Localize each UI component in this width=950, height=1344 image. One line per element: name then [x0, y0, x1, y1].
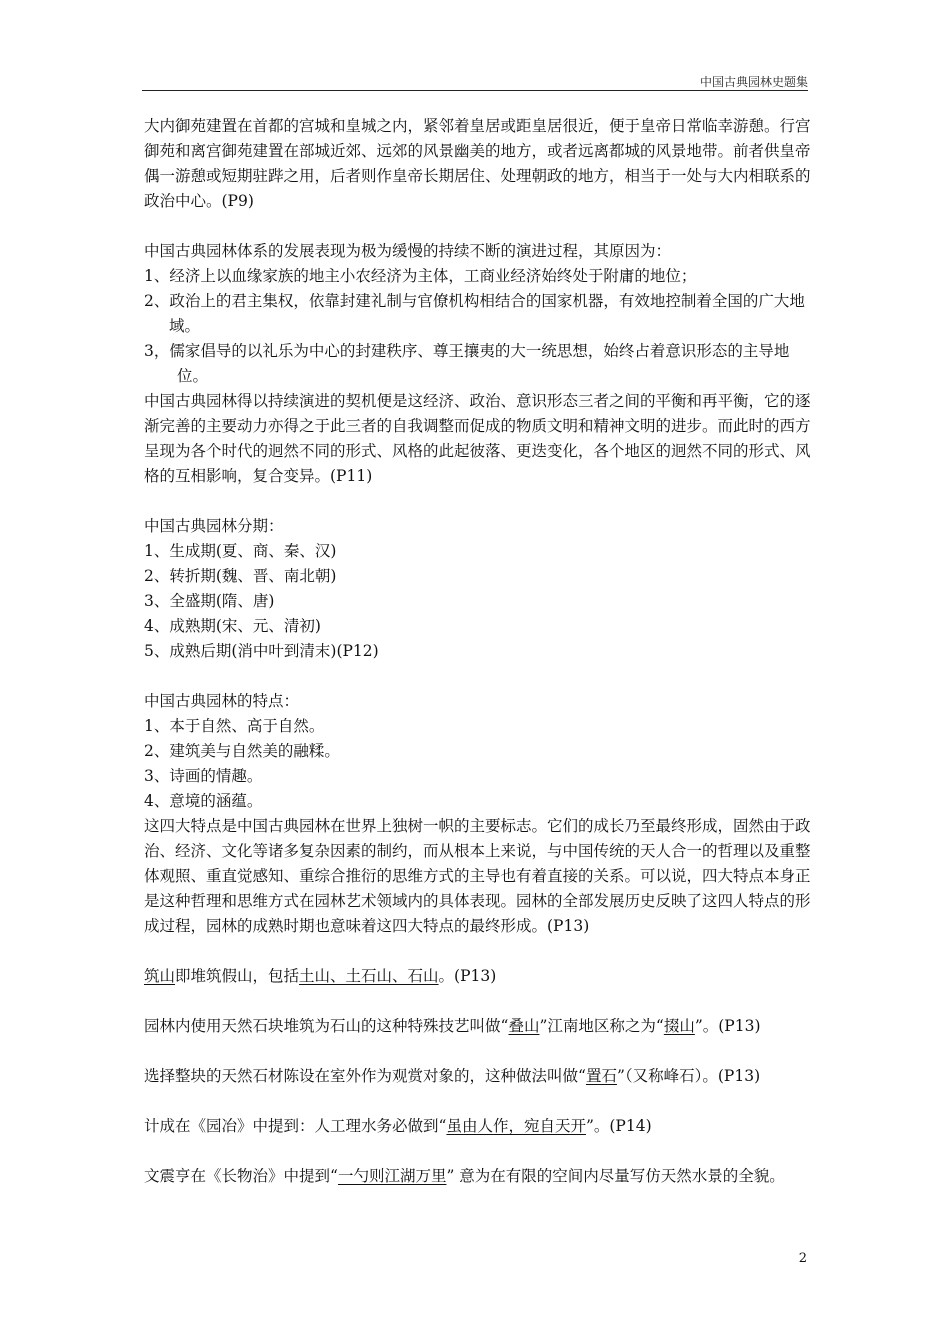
periods-title: 中国古典园林分期：	[144, 517, 284, 535]
underlined-term: 筑山	[144, 967, 176, 985]
text-span: ”（又称峰石）。(P13)	[616, 1067, 761, 1085]
list-item: 1、本于自然、高于自然。	[144, 717, 325, 735]
list-item: 2、政治上的君主集权，依靠封建礼制与官僚机构相结合的国家机器，有效地控制着全国的广大地域。	[144, 292, 805, 335]
underlined-term: 虽由人作，宛自天开	[446, 1117, 586, 1135]
list-item: 4、意境的涵蕴。	[144, 792, 263, 810]
development-conclusion: 中国古典园林得以持续演进的契机便是这经济、政治、意识形态三者之间的平衡和再平衡，它的逐渐完善的主要动力亦得之于此三者的自我调整而促成的物质文明和精神文明的进步。而此时的西方呈现为各个时代的迥然不同的形式、风格的此起彼落、更迭变化，各个地区的迥然不同的形式、风格的互相影响，复合变异。(P11)	[144, 392, 811, 485]
underlined-term: 掇山	[663, 1017, 695, 1035]
text-span: ”江南地区称之为“	[539, 1017, 664, 1035]
development-intro: 中国古典园林体系的发展表现为极为缓慢的持续不断的演进过程，其原因为：	[144, 242, 672, 260]
underlined-term: 土山、土石山、石山	[299, 967, 439, 985]
paragraph-imperial-gardens: 大内御苑建置在首都的宫城和皇城之内，紧邻着皇居或距皇居很近，便于皇帝日常临幸游憩。行宫御苑和离宫御苑建置在部城近郊、远郊的风景幽美的地方，或者远离都城的风景地带。前者供皇帝偶一游憩或短期驻跸之用，后者则作皇帝长期居住、处理朝政的地方，相当于一处与大内相联系的政治中心。(P9)	[144, 117, 811, 210]
list-item: 1、经济上以血缘家族的地主小农经济为主体，工商业经济始终处于附庸的地位；	[144, 267, 697, 285]
underlined-term: 置石	[585, 1067, 617, 1085]
underlined-term: 叠山	[508, 1017, 540, 1035]
document-body	[144, 114, 812, 1189]
text-span: ” 意为在有限的空间内尽量写仿天然水景的全貌。	[446, 1167, 785, 1185]
paragraph-zhishi	[144, 1064, 812, 1089]
list-item: 1、生成期(夏、商、秦、汉)	[144, 542, 337, 560]
list-item: 4、成熟期(宋、元、清初)	[144, 617, 321, 635]
text-span: ”。(P13)	[694, 1017, 761, 1035]
text-span: 文震亨在《长物治》中提到“	[144, 1167, 338, 1185]
text-span: 。(P13)	[438, 967, 497, 985]
underlined-term: 一勺则江湖万里	[337, 1167, 447, 1185]
text-span: ”。(P14)	[585, 1117, 652, 1135]
paragraph-changwuzhi	[144, 1164, 812, 1189]
list-item: 3、全盛期(隋、唐)	[144, 592, 275, 610]
list-item: 2、建筑美与自然美的融糅。	[144, 742, 340, 760]
list-item: 3，儒家倡导的以礼乐为中心的封建秩序、尊王攘夷的大一统思想，始终占着意识形态的主导地位。	[144, 342, 790, 385]
paragraph-yuanye	[144, 1114, 812, 1139]
paragraph-zhushan	[144, 964, 812, 989]
page-number: 2	[798, 1251, 807, 1266]
paragraph-dieshan	[144, 1014, 812, 1039]
text-span: 计成在《园冶》中提到：人工理水务必做到“	[144, 1117, 447, 1135]
text-span: 即堆筑假山，包括	[175, 967, 300, 985]
features-title: 中国古典园林的特点：	[144, 692, 300, 710]
list-item: 3、诗画的情趣。	[144, 767, 263, 785]
text-span: 园林内使用天然石块堆筑为石山的这种特殊技艺叫做“	[144, 1017, 509, 1035]
text-span: 选择整块的天然石材陈设在室外作为观赏对象的，这种做法叫做“	[144, 1067, 586, 1085]
features-conclusion: 这四大特点是中国古典园林在世界上独树一帜的主要标志。它们的成长乃至最终形成，固然由于政治、经济、文化等诸多复杂因素的制约，而从根本上来说，与中国传统的天人合一的哲理以及重整体观照、重直觉感知、重综合推衍的思维方式的主导也有着直接的关系。可以说，四大特点本身正是这种哲理和思维方式在园林艺术领域内的具体表现。园林的全部发展历史反映了这四人特点的形成过程，园林的成熟时期也意味着这四大特点的最终形成。(P13)	[144, 817, 811, 935]
header-divider	[142, 90, 808, 91]
running-header: 中国古典园林史题集	[699, 75, 808, 89]
list-item: 2、转折期(魏、晋、南北朝)	[144, 567, 337, 585]
list-item: 5、成熟后期(消中叶到清末)(P12)	[144, 642, 379, 660]
